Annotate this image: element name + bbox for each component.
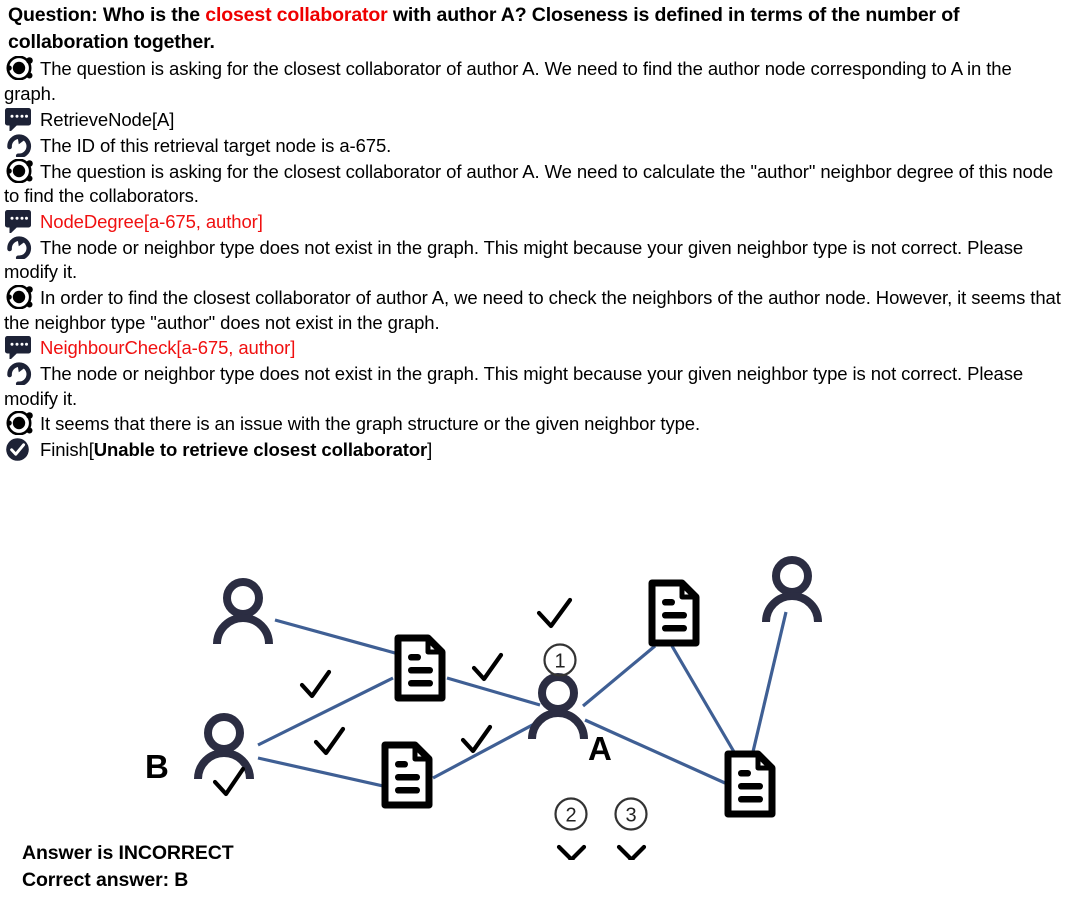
step-body: The question is asking for the closest collaborator of author A. We need to find the author node corresponding to A in the graph. xyxy=(4,58,1012,104)
step-text xyxy=(4,235,1066,285)
step-body: In order to find the closest collaborator of author A, we need to check the neighbors of the author node. However, it seems that the neighbor type "author" does not exist in the graph. xyxy=(4,286,1061,333)
finish-answer: Unable to retrieve closest collaborator xyxy=(93,439,428,461)
marker-3 xyxy=(616,799,647,861)
trace-step xyxy=(4,133,1066,159)
trace-step-finish xyxy=(4,437,1066,463)
trace-step xyxy=(4,159,1066,209)
check-icon xyxy=(539,600,570,626)
label-node-b: B xyxy=(145,748,169,785)
edge xyxy=(258,678,393,745)
step-body: The node or neighbor type does not exist in the graph. This might because your given neighbor type is not correct. Please modify it. xyxy=(4,363,1024,409)
step-text xyxy=(4,209,1066,235)
trace-step xyxy=(4,56,1066,106)
edge xyxy=(583,646,655,706)
trace-step xyxy=(4,285,1066,335)
check-icon xyxy=(302,672,329,696)
verdict-block xyxy=(22,840,522,893)
step-body: NeighbourCheck[a-675, author] xyxy=(40,337,296,359)
check-icon xyxy=(463,727,490,751)
check-icon xyxy=(316,729,343,753)
paper-node[interactable] xyxy=(652,583,696,643)
edge xyxy=(752,612,786,756)
step-text xyxy=(4,133,1066,159)
paper-node[interactable] xyxy=(728,754,772,814)
check-icon xyxy=(474,655,501,679)
trace-step xyxy=(4,209,1066,235)
verdict-line-1: Answer is INCORRECT xyxy=(22,842,234,864)
cross-icon xyxy=(619,847,644,860)
step-text xyxy=(4,159,1066,209)
paper-node[interactable] xyxy=(385,745,429,805)
trace-step xyxy=(4,335,1066,361)
observation-icon xyxy=(4,361,38,385)
thought-icon xyxy=(4,56,38,80)
edge xyxy=(258,758,383,786)
cross-icon xyxy=(559,847,584,860)
action-icon xyxy=(4,209,38,233)
marker-2-number: 2 xyxy=(565,804,577,827)
step-body: The question is asking for the closest collaborator of author A. We need to calculate the "author" neighbor degree of this node to find the collaborators. xyxy=(4,160,1054,207)
trace-step xyxy=(4,235,1066,285)
step-body: It seems that there is an issue with the graph structure or the given neighbor type. xyxy=(40,413,701,435)
question-suffix: with author A? Closeness is defined in terms of the number of collaboration together. xyxy=(8,4,960,53)
label-node-a: A xyxy=(588,730,612,767)
step-body: NodeDegree[a-675, author] xyxy=(40,210,263,232)
question-line xyxy=(4,2,1062,55)
step-text xyxy=(4,335,1066,361)
step-body: RetrieveNode[A] xyxy=(40,108,175,130)
edge xyxy=(672,646,737,757)
paper-node[interactable] xyxy=(398,638,442,698)
step-text xyxy=(4,107,1066,133)
trace-step xyxy=(4,107,1066,133)
finish-text xyxy=(4,437,1066,463)
observation-icon xyxy=(4,133,38,157)
finish-check-icon xyxy=(4,437,38,461)
graph-diagram xyxy=(0,530,1070,860)
step-text xyxy=(4,411,1066,437)
marker-2 xyxy=(556,799,587,861)
action-icon xyxy=(4,107,38,131)
trace-step xyxy=(4,361,1066,411)
thought-icon xyxy=(4,411,38,435)
marker-1 xyxy=(545,645,576,676)
graph-canvas xyxy=(0,530,1070,860)
author-node[interactable] xyxy=(217,582,269,644)
thought-icon xyxy=(4,285,38,309)
action-icon xyxy=(4,335,38,359)
question-highlight: closest collaborator xyxy=(205,4,388,26)
graph-edges xyxy=(258,612,786,786)
reasoning-trace xyxy=(4,2,1066,463)
step-text xyxy=(4,56,1066,106)
author-node-a[interactable] xyxy=(532,677,584,739)
edge xyxy=(275,620,395,653)
marker-1-number: 1 xyxy=(554,650,566,673)
thought-icon xyxy=(4,159,38,183)
observation-icon xyxy=(4,235,38,259)
marker-3-number: 3 xyxy=(625,804,637,827)
step-text xyxy=(4,361,1066,411)
verdict-line-2: Correct answer: B xyxy=(22,868,189,891)
question-prefix: Question: Who is the xyxy=(8,4,206,26)
finish-suffix: ] xyxy=(427,439,433,461)
edge xyxy=(447,678,540,705)
check-icon xyxy=(215,769,243,794)
trace-step xyxy=(4,411,1066,437)
step-body: The node or neighbor type does not exist in the graph. This might because your given neighbor type is not correct. Please modify it. xyxy=(4,236,1024,283)
step-body: The ID of this retrieval target node is a-675. xyxy=(40,134,392,156)
step-text xyxy=(4,285,1066,335)
finish-prefix: Finish[ xyxy=(40,439,94,461)
author-node[interactable] xyxy=(766,560,818,622)
